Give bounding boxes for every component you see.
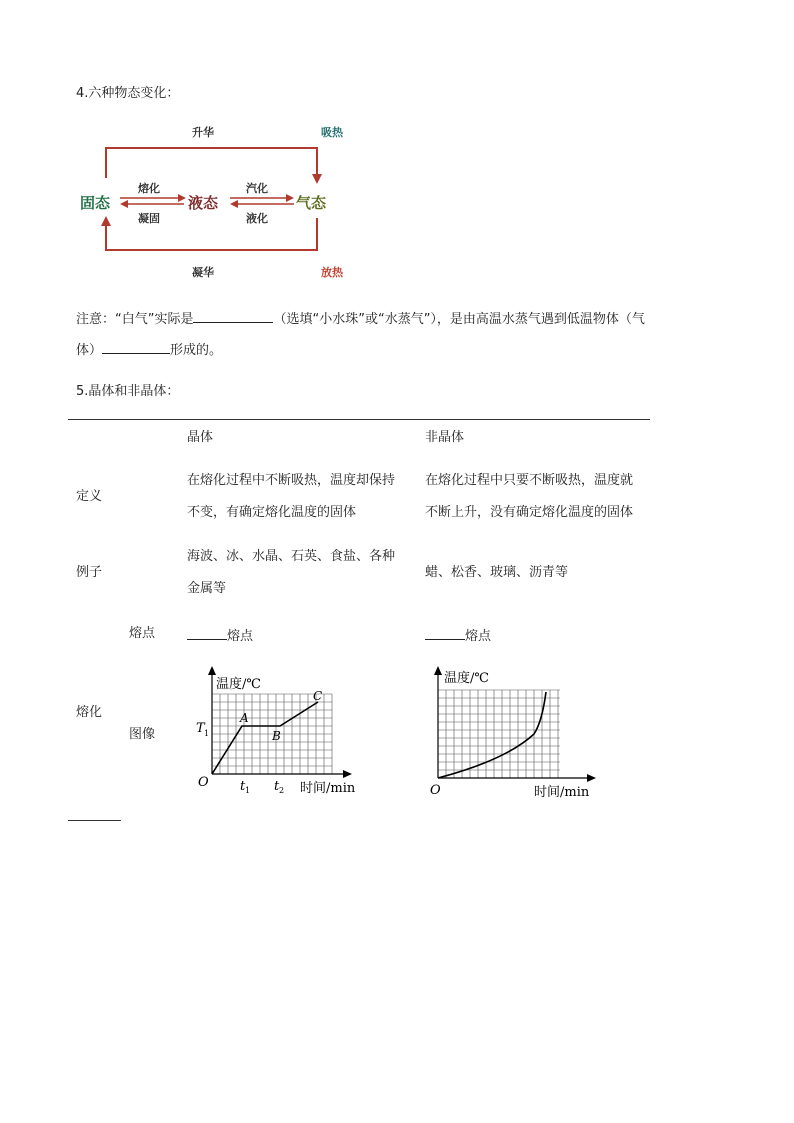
label-solidification: 凝固	[138, 212, 160, 225]
def-amorphous-line1: 在熔化过程中只要不断吸热，温度就	[425, 473, 634, 488]
label-desublimation: 凝华	[192, 266, 214, 279]
label-release-heat: 放热	[321, 266, 343, 279]
row-label-definition: 定义	[76, 489, 103, 504]
note-text-1a: 注意：“白气”实际是	[76, 312, 194, 327]
crystal-T1-subscript: 1	[204, 729, 210, 738]
def-crystal-line1: 在熔化过程中不断吸热，温度却保持	[187, 473, 396, 488]
label-vaporization: 汽化	[246, 182, 268, 195]
amorphous-graph-svg	[426, 660, 616, 802]
state-change-diagram-lines	[74, 118, 374, 288]
crystal-point-a: A	[240, 711, 249, 725]
note-line-2	[76, 340, 222, 359]
crystal-y-axis-arrow	[208, 666, 216, 675]
mp-crystal-blank	[187, 626, 227, 640]
mp-crystal	[187, 626, 253, 645]
label-sublimation: 升华	[192, 126, 214, 139]
amorphous-x-axis-label: 时间/min	[534, 785, 590, 800]
answer-blank-1	[193, 309, 273, 323]
row-label-melting-point: 熔点	[129, 626, 156, 641]
crystal-t2-label: t	[274, 779, 280, 794]
crystal-t1-label: t	[240, 779, 246, 794]
amorphous-y-axis-label: 温度/℃	[444, 671, 489, 686]
row-label-graph: 图像	[129, 727, 156, 742]
ex-crystal-line1: 海波、冰、水晶、石英、食盐、各种	[187, 549, 396, 564]
crystal-t1-subscript: 1	[245, 786, 251, 795]
def-crystal-line2: 不变，有确定熔化温度的固体	[187, 505, 357, 520]
answer-blank-2	[102, 340, 170, 354]
crystal-y-axis-label: 温度/℃	[216, 677, 261, 692]
col-header-amorphous: 非晶体	[425, 430, 465, 445]
label-absorb-heat: 吸热	[321, 126, 343, 139]
crystal-x-axis-label: 时间/min	[300, 781, 356, 796]
crystal-t2-subscript: 2	[279, 786, 285, 795]
table-top-rule	[68, 419, 650, 420]
crystal-origin-label: O	[198, 775, 209, 790]
amorphous-x-axis-arrow	[587, 774, 596, 782]
amorphous-origin-label: O	[430, 783, 441, 798]
state-change-diagram	[74, 118, 374, 288]
amorphous-graph-grid	[438, 690, 560, 778]
row-label-melting: 熔化	[76, 705, 103, 720]
crystal-melting-graph	[190, 662, 380, 802]
section4-heading: 4.六种物态变化：	[76, 86, 180, 101]
ex-amorphous: 蜡、松香、玻璃、沥青等	[425, 565, 569, 580]
crystal-x-axis-arrow	[343, 770, 352, 778]
state-gas: 气态	[296, 194, 327, 212]
mp-amorphous	[425, 626, 491, 645]
note-text-2b: 形成的。	[170, 343, 223, 358]
label-liquefaction: 液化	[246, 212, 268, 225]
crystal-graph-svg	[190, 662, 380, 802]
crystal-T1-label: T	[196, 721, 205, 736]
note-text-1b: （选填“小水珠”或“水蒸气”），是由高温水蒸气遇到低温物体（气	[273, 312, 645, 327]
col-header-crystal: 晶体	[187, 430, 214, 445]
note-line-1	[76, 309, 645, 328]
mp-amorphous-text: 熔点	[465, 629, 492, 644]
footnote-rule	[68, 820, 121, 821]
state-solid: 固态	[80, 194, 111, 212]
note-text-2a: 体）	[76, 343, 103, 358]
ex-crystal-line2: 金属等	[187, 581, 227, 596]
state-liquid: 液态	[188, 194, 219, 212]
crystal-point-c: C	[313, 689, 323, 703]
mp-crystal-text: 熔点	[227, 629, 254, 644]
row-label-example: 例子	[76, 565, 103, 580]
section5-heading: 5.晶体和非晶体：	[76, 384, 180, 399]
mp-amorphous-blank	[425, 626, 465, 640]
label-melting: 熔化	[138, 182, 160, 195]
amorphous-melting-graph	[426, 660, 616, 802]
def-amorphous-line2: 不断上升，没有确定熔化温度的固体	[425, 505, 634, 520]
crystal-point-b: B	[272, 729, 281, 743]
amorphous-y-axis-arrow	[434, 666, 442, 675]
